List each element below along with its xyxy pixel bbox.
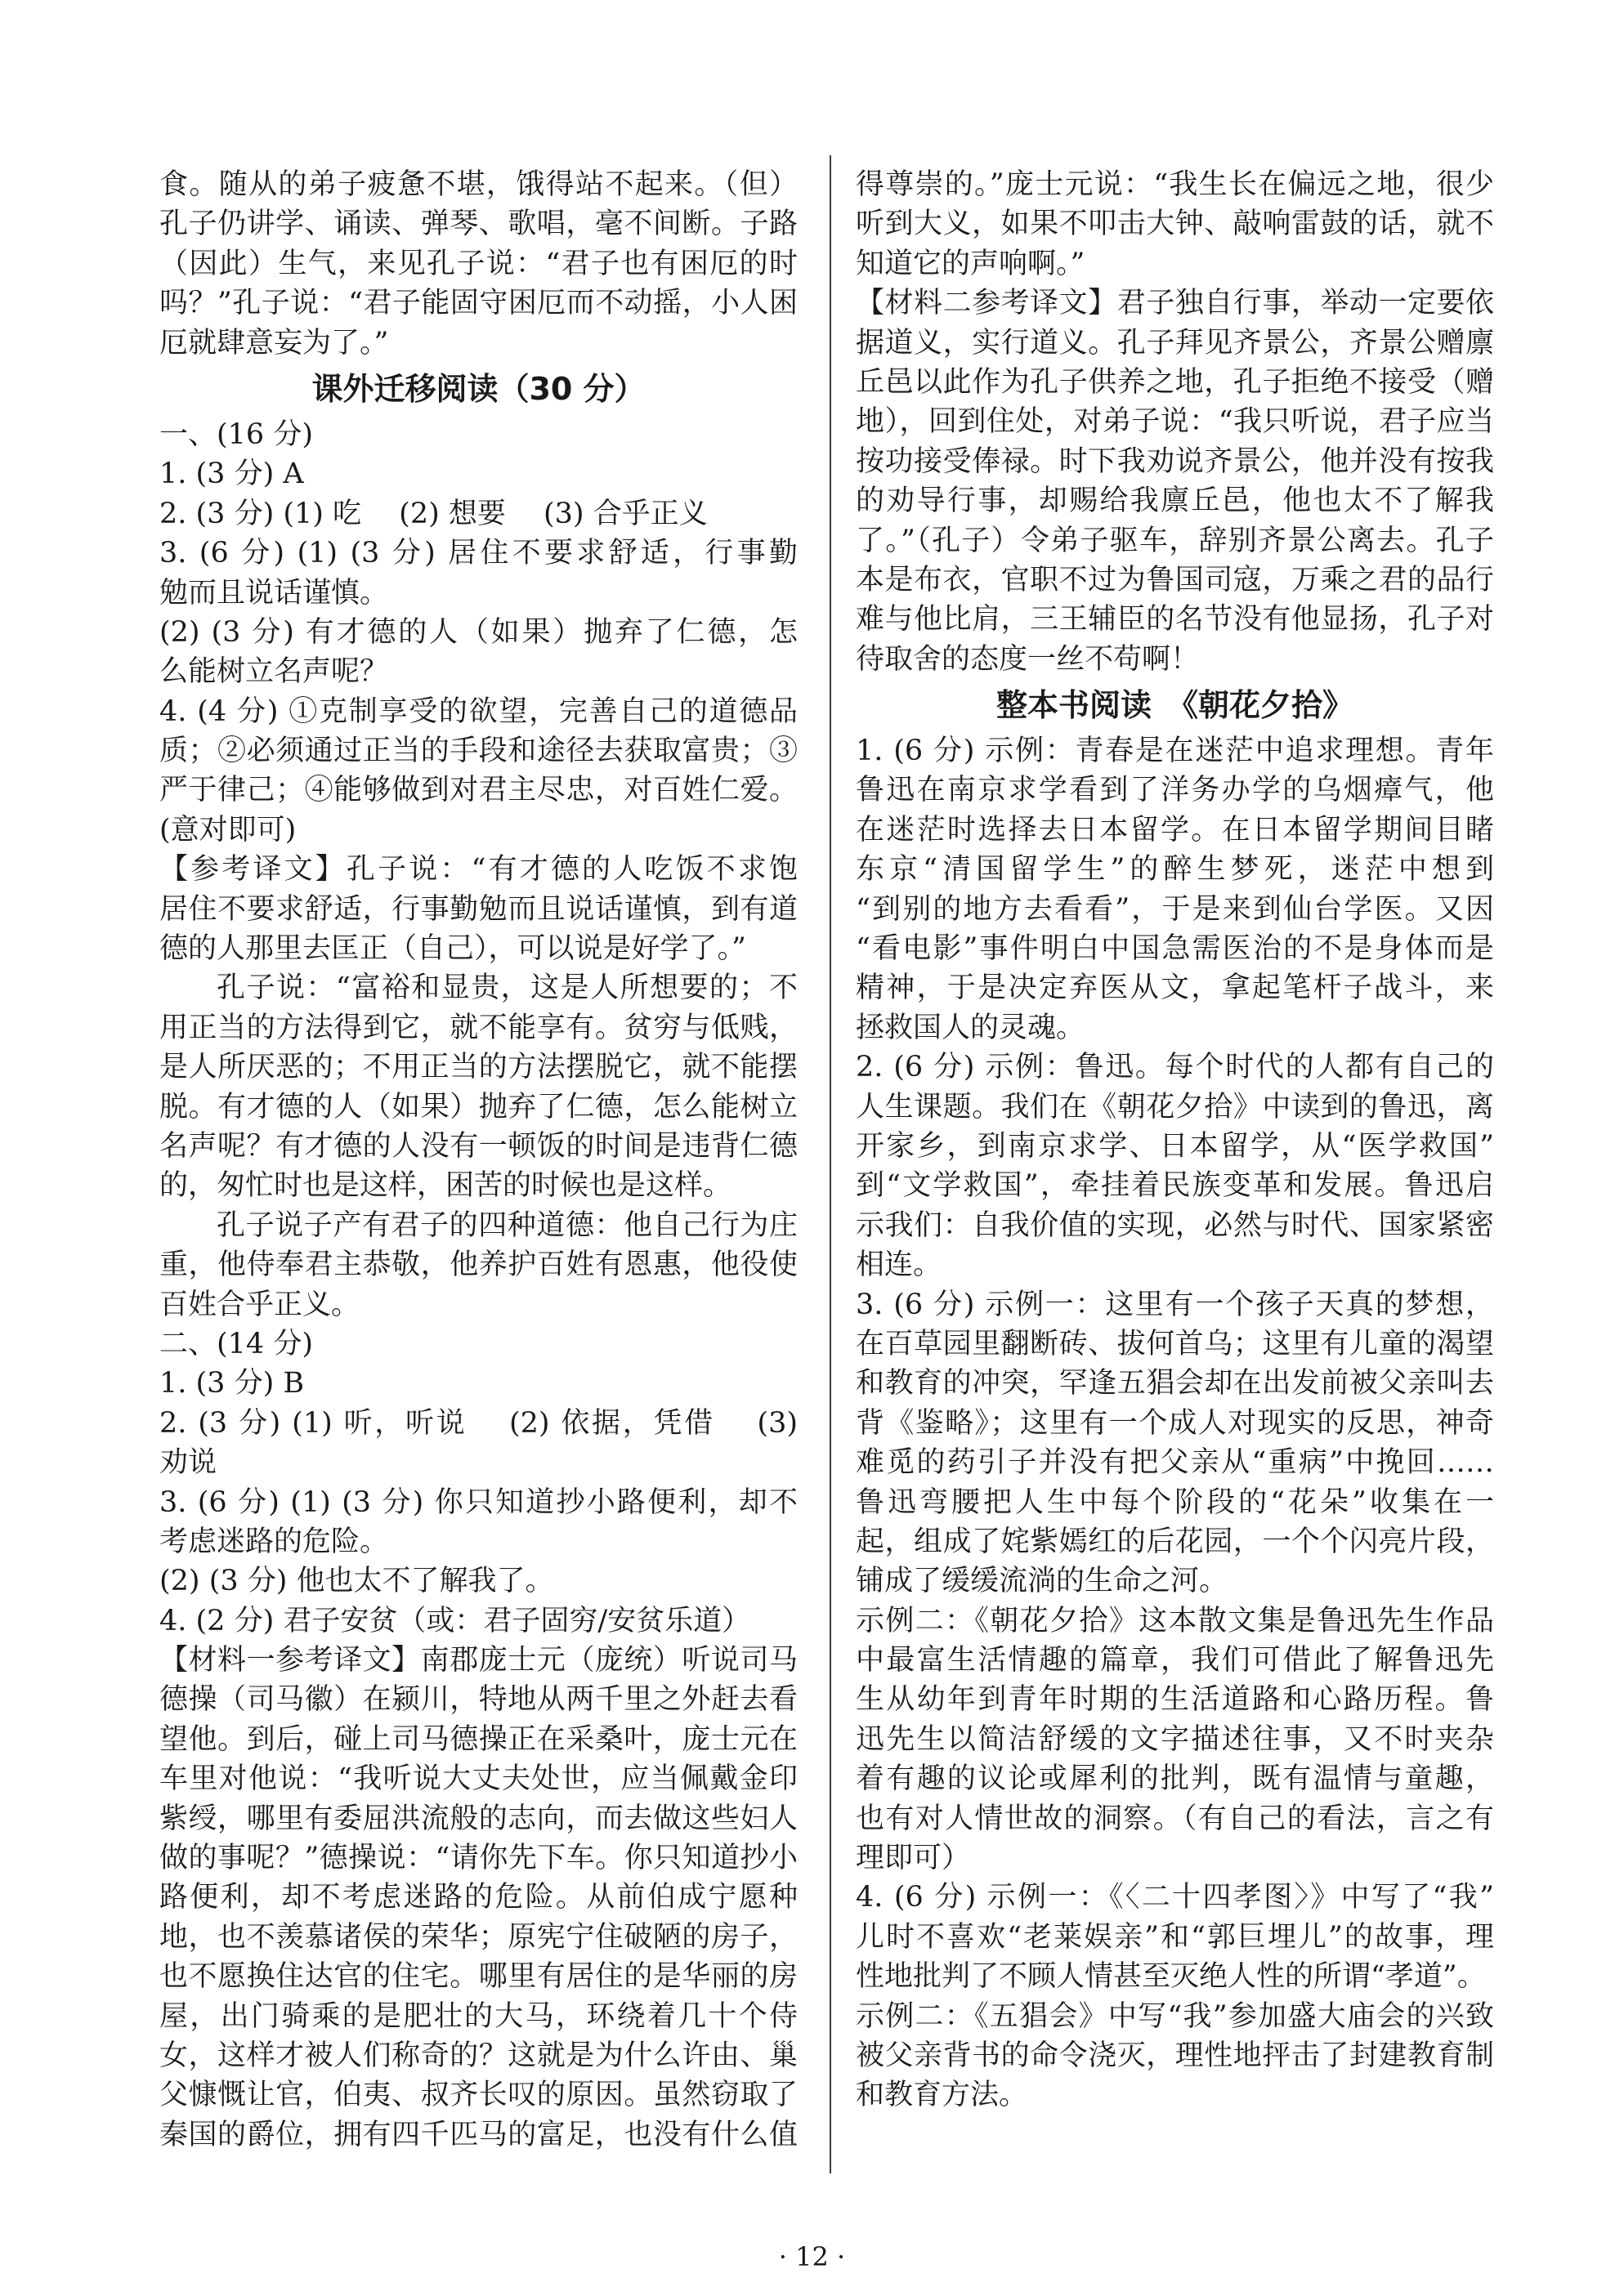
text-line: 3. (6 分) 示例一：这里有一个孩子天真的梦想，	[856, 1288, 1494, 1321]
text-line: 做的事呢？”德操说：“请你先下车。你只知道抄小	[159, 1842, 798, 1875]
text-line: 路便利，却不考虑迷路的危险。从前伯成宁愿种	[159, 1881, 798, 1914]
text-line: 鲁迅弯腰把人生中每个阶段的“花朵”收集在一	[856, 1485, 1494, 1519]
text-line: 到“文学救国”，牵挂着民族变革和发展。鲁迅启	[856, 1169, 1494, 1203]
text-line: 【材料一参考译文】南郡庞士元（庞统）听说司马	[159, 1644, 798, 1677]
text-line: 儿时不喜欢“老莱娱亲”和“郭巨埋儿”的故事，理	[856, 1920, 1494, 1954]
text-line: 3. (6 分) (1) (3 分) 你只知道抄小路便利，却不	[159, 1485, 798, 1519]
text-line: 地），回到住处，对弟子说：“我只听说，君子应当	[856, 405, 1494, 439]
text-line: 示例二：《五猖会》中写“我”参加盛大庙会的兴致	[856, 1999, 1494, 2033]
text-line: 地，也不羡慕诸侯的荣华；原宪宁住破陋的房子，	[159, 1920, 798, 1954]
right-column	[856, 165, 1494, 2115]
text-line: 勉而且说话谨慎。	[159, 576, 389, 610]
text-line: 丘邑以此作为孔子供养之地，孔子拒绝不接受（赠	[856, 365, 1494, 399]
text-line: 按功接受俸禄。时下我劝说齐景公，他并没有按我	[856, 444, 1494, 478]
text-line: 被父亲背书的命令浇灭，理性地抨击了封建教育制	[856, 2039, 1494, 2072]
text-line: 望他。到后，碰上司马德操正在采桑叶，庞士元在	[159, 1722, 798, 1756]
text-line: 【材料二参考译文】君子独自行事，举动一定要依	[856, 287, 1494, 320]
text-line: 性地批判了不顾人情甚至灭绝人性的所谓“孝道”。	[856, 1960, 1486, 1994]
text-line: 鲁迅在南京求学看到了洋务办学的乌烟瘴气，他	[856, 774, 1494, 807]
text-line: 考虑迷路的危险。	[159, 1525, 389, 1558]
text-line: 孔子说：“富裕和显贵，这是人所想要的；不	[217, 972, 798, 1005]
text-line: （因此）生气，来见孔子说：“君子也有困厄的时	[159, 247, 798, 280]
text-line: 德操（司马徽）在颍川，特地从两千里之外赶去看	[159, 1683, 798, 1717]
text-line: 秦国的爵位，拥有四千匹马的富足，也没有什么值	[159, 2118, 798, 2151]
text-line: 1. (3 分) B	[159, 1367, 305, 1400]
column-divider	[830, 155, 831, 2173]
text-line: 得尊崇的。”庞士元说：“我生长在偏远之地，很少	[856, 168, 1494, 201]
section-heading: 课外迁移阅读（30 分）	[311, 370, 646, 407]
text-line: 示我们：自我价值的实现，必然与时代、国家紧密	[856, 1208, 1494, 1242]
text-line: 4. (2 分) 君子安贫（或：君子固穷/安贫乐道）	[159, 1604, 751, 1637]
text-line: 重，他侍奉君主恭敬，他养护百姓有恩惠，他役使	[159, 1249, 798, 1282]
text-line: 起，组成了姹紫嫣红的后花园，一个个闪亮片段，	[856, 1525, 1494, 1558]
text-line: 拯救国人的灵魂。	[856, 1011, 1085, 1044]
text-line: 开家乡，到南京求学、日本留学，从“医学救国”	[856, 1129, 1494, 1163]
text-line: 知道它的声响啊。”	[856, 247, 1085, 280]
text-line: 1. (6 分) 示例：青春是在迷茫中追求理想。青年	[856, 735, 1494, 768]
text-line: 示例二：《朝花夕拾》这本散文集是鲁迅先生作品	[856, 1604, 1494, 1637]
text-line: 百姓合乎正义。	[159, 1288, 360, 1321]
text-line: 么能树立名声呢？	[159, 655, 389, 689]
text-line: 东京“清国留学生”的醉生梦死，迷茫中想到	[856, 853, 1494, 887]
text-line: 质；②必须通过正当的手段和途径去获取富贵；③	[159, 735, 798, 768]
text-line: (意对即可)	[159, 813, 297, 846]
text-line: 和教育方法。	[856, 2079, 1028, 2112]
text-line: 是人所厌恶的；不用正当的方法摆脱它，就不能摆	[159, 1051, 798, 1084]
section-heading: 整本书阅读 《朝花夕拾》	[995, 687, 1353, 724]
text-line: 听到大义，如果不叩击大钟、敲响雷鼓的话，就不	[856, 208, 1494, 241]
text-line: 4. (4 分) ①克制享受的欲望，完善自己的道德品	[159, 695, 798, 728]
text-line: “看电影”事件明白中国急需医治的不是身体而是	[856, 932, 1494, 966]
text-line: 食。随从的弟子疲惫不堪，饿得站不起来。（但）	[159, 168, 798, 201]
left-column	[159, 165, 798, 2155]
text-line: 了。”（孔子）令弟子驱车，辞别齐景公离去。孔子	[856, 524, 1494, 557]
text-line: 3. (6 分) (1) (3 分) 居住不要求舒适，行事勤	[159, 537, 798, 570]
text-line: “到别的地方去看看”，于是来到仙台学医。又因	[856, 892, 1494, 926]
text-line: 【参考译文】孔子说：“有才德的人吃饭不求饱	[159, 853, 798, 887]
text-line: 车里对他说：“我听说大丈夫处世，应当佩戴金印	[159, 1762, 798, 1796]
text-line: 女，这样才被人们称奇的？这就是为什么许由、巢	[159, 2039, 798, 2072]
text-line: 背《鉴略》；这里有一个成人对现实的反思，神奇	[856, 1406, 1494, 1440]
text-line: 劝说	[159, 1446, 217, 1480]
text-line: 厄就肆意妄为了。”	[159, 326, 389, 360]
text-line: 父慷慨让官，伯夷、叔齐长叹的原因。虽然窃取了	[159, 2079, 798, 2112]
text-line: 也不愿换住达官的住宅。哪里有居住的是华丽的房	[159, 1960, 798, 1994]
text-line: 难觅的药引子并没有把父亲从“重病”中挽回……	[856, 1446, 1494, 1480]
text-line: 待取舍的态度一丝不苟啊！	[856, 642, 1200, 676]
text-line: 理即可）	[856, 1842, 971, 1875]
text-line: 名声呢？有才德的人没有一顿饭的时间是违背仁德	[159, 1129, 798, 1163]
text-line: 2. (3 分) (1) 听，听说 (2) 依据，凭借 (3)	[159, 1406, 798, 1440]
text-line: 中最富生活情趣的篇章，我们可借此了解鲁迅先	[856, 1644, 1494, 1677]
text-line: 二、(14 分)	[159, 1327, 313, 1360]
text-line: 孔子仍讲学、诵读、弹琴、歌唱，毫不间断。子路	[159, 208, 798, 241]
text-line: 紫绶，哪里有委屈洪流般的志向，而去做这些妇人	[159, 1802, 798, 1835]
text-line: 的劝导行事，却赐给我廪丘邑，他也太不了解我	[856, 485, 1494, 518]
page-number: · 12 ·	[778, 2241, 846, 2272]
text-line: 1. (3 分) A	[159, 458, 304, 491]
text-line: 2. (3 分) (1) 吃 (2) 想要 (3) 合乎正义	[159, 497, 708, 530]
text-line: 人生课题。我们在《朝花夕拾》中读到的鲁迅，离	[856, 1090, 1494, 1123]
text-line: 也有对人情世故的洞察。（有自己的看法，言之有	[856, 1802, 1494, 1835]
text-line: 相连。	[856, 1249, 942, 1282]
text-line: 在百草园里翻断砖、拔何首乌；这里有儿童的渴望	[856, 1327, 1494, 1360]
text-line: 的，匆忙时也是这样，困苦的时候也是这样。	[159, 1169, 732, 1203]
text-line: 2. (6 分) 示例：鲁迅。每个时代的人都有自己的	[856, 1051, 1494, 1084]
text-line: 和教育的冲突，罕逢五猖会却在出发前被父亲叫去	[856, 1367, 1494, 1400]
text-line: 铺成了缓缓流淌的生命之河。	[856, 1565, 1228, 1598]
text-line: (2) (3 分) 他也太不了解我了。	[159, 1565, 554, 1598]
text-line: (2) (3 分) 有才德的人（如果）抛弃了仁德，怎	[159, 615, 798, 649]
text-line: 精神，于是决定弃医从文，拿起笔杆子战斗，来	[856, 972, 1494, 1005]
text-line: 难与他比肩，三王辅臣的名节没有他显扬，孔子对	[856, 603, 1494, 637]
text-line: 本是布衣，官职不过为鲁国司寇，万乘之君的品行	[856, 563, 1494, 596]
text-line: 居住不要求舒适，行事勤勉而且说话谨慎，到有道	[159, 892, 798, 926]
text-line: 迅先生以简洁舒缓的文字描述往事，又不时夹杂	[856, 1722, 1494, 1756]
text-line: 在迷茫时选择去日本留学。在日本留学期间目睹	[856, 813, 1494, 846]
text-line: 生从幼年到青年时期的生活道路和心路历程。鲁	[856, 1683, 1494, 1717]
text-line: 屋，出门骑乘的是肥壮的大马，环绕着几十个侍	[159, 1999, 798, 2033]
text-line: 据道义，实行道义。孔子拜见齐景公，齐景公赠廪	[856, 326, 1494, 360]
text-line: 孔子说子产有君子的四种道德：他自己行为庄	[217, 1208, 798, 1242]
text-line: 4. (6 分) 示例一：《〈二十四孝图〉》中写了“我”	[856, 1881, 1494, 1914]
text-line: 用正当的方法得到它，就不能享有。贫穷与低贱，	[159, 1011, 798, 1044]
text-line: 脱。有才德的人（如果）抛弃了仁德，怎么能树立	[159, 1090, 798, 1123]
text-line: 一、(16 分)	[159, 418, 313, 451]
text-line: 严于律己；④能够做到对君主尽忠，对百姓仁爱。	[159, 774, 798, 807]
text-line: 吗？”孔子说：“君子能固守困厄而不动摇，小人困	[159, 287, 798, 320]
text-line: 德的人那里去匡正（自己），可以说是好学了。”	[159, 932, 746, 966]
text-line: 着有趣的议论或犀利的批判，既有温情与童趣，	[856, 1762, 1494, 1796]
